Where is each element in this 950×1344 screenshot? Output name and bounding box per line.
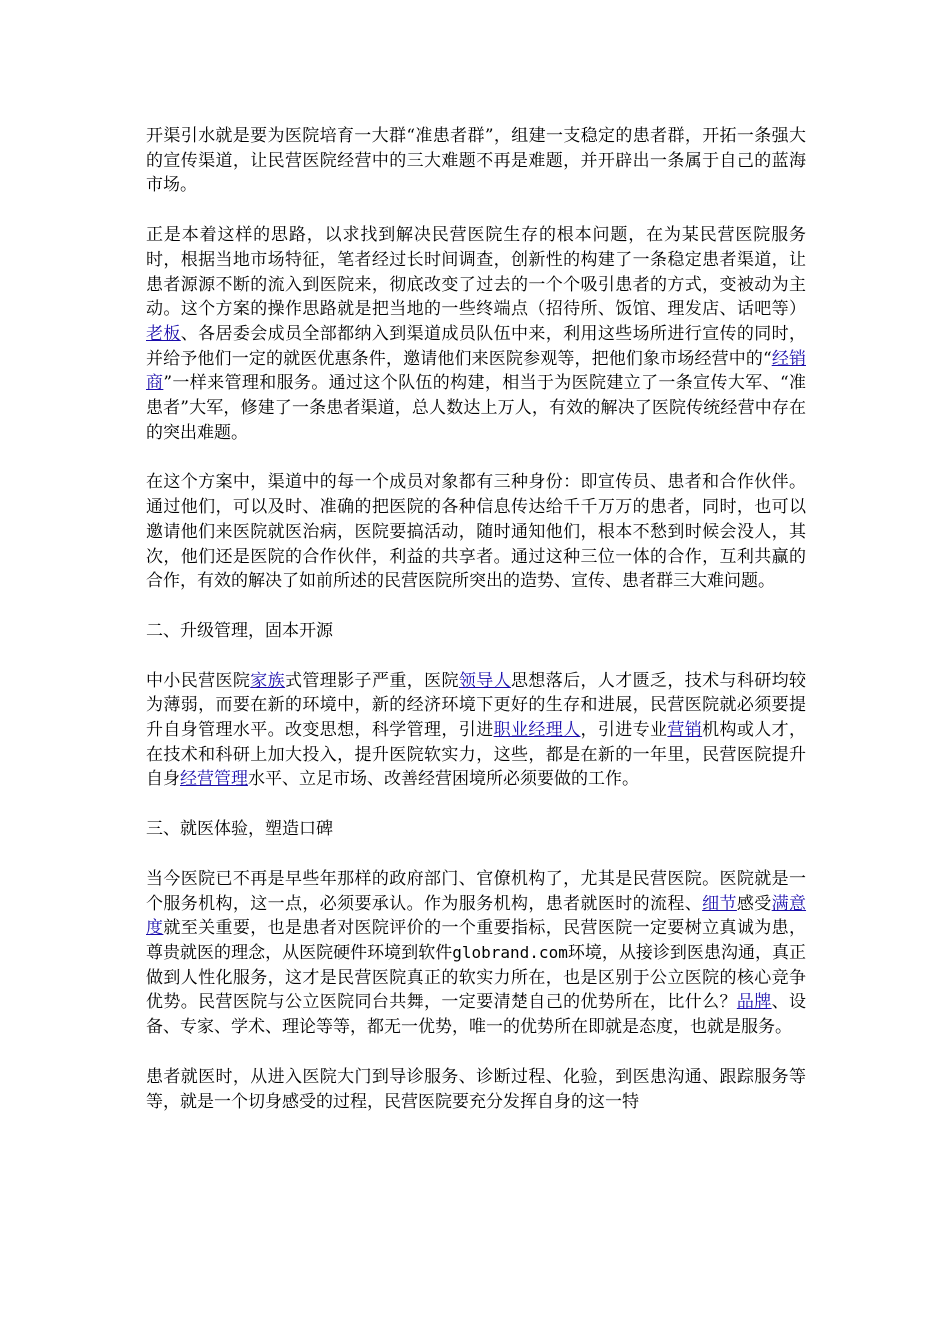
link-satisfaction[interactable]: 满意度 bbox=[146, 893, 807, 939]
paragraph-text: 中小民营医院 bbox=[146, 670, 251, 691]
paragraph-text: 、设备、专家、学术、理论等等，都无一优势，唯一的优势所在即就是态度，也就是服务。 bbox=[146, 992, 807, 1038]
paragraph-text: 思想落后，人才匮乏，技术与科研均较为薄弱，而要在新的环境中，新的经济环境下更好的生存和进展，民营医院就必须要提升自身管理水平。改变思想，科学管理，引进 bbox=[146, 670, 807, 741]
paragraph-4 bbox=[146, 669, 806, 793]
link-business-management[interactable]: 经营管理 bbox=[180, 769, 248, 790]
link-family[interactable]: 家族 bbox=[250, 670, 286, 691]
link-distributor[interactable]: 经销商 bbox=[146, 348, 806, 394]
link-detail[interactable]: 细节 bbox=[702, 893, 737, 914]
paragraph-3 bbox=[146, 470, 806, 594]
paragraph-text: 患者就医时，从进入医院大门到导诊服务、诊断过程、化验，到医患沟通、跟踪服务等等，就是一个切身感受的过程，民营医院要充分发挥自身的这一特 bbox=[146, 1066, 806, 1112]
link-leader[interactable]: 领导人 bbox=[458, 670, 511, 691]
paragraph-text: 感受 bbox=[736, 893, 772, 914]
paragraph-6 bbox=[146, 1065, 806, 1114]
paragraph-1 bbox=[146, 124, 806, 198]
paragraph-text: 水平、立足市场、改善经营困境所必须要做的工作。 bbox=[248, 769, 639, 790]
paragraph-2 bbox=[146, 223, 806, 445]
paragraph-text: 环境，从接诊到医患沟通，真正做到人性化服务，这才是民营医院真正的软实力所在，也是区别于公立医院的核心竞争优势。民营医院与公立医院同台共舞，一定要清楚自己的优势所在，比什么？ bbox=[146, 942, 807, 1013]
paragraph-text: 机构或人才，在技术和科研上加大投入，提升医院软实力，这些，都是在新的一年里，民营医院提升自身 bbox=[146, 720, 807, 790]
link-brand[interactable]: 品牌 bbox=[736, 992, 772, 1013]
section-heading-2: 二、升级管理，固本开源 bbox=[146, 620, 333, 641]
paragraph-text: 在这个方案中，渠道中的每一个成员对象都有三种身份：即宣传员、患者和合作伙伴。通过他们，可以及时、准确的把医院的各种信息传达给千千万万的患者，同时，也可以邀请他们来医院就医治病，医院要搞活动，随时通知他们，根本不愁到时候会没人，其次，他们还是医院的合作伙伴，利益的共享者。通过这种三位一体的合作，互利共赢的合作，有效的解决了如前所述的民营医院所突出的造势、宣传、患者群三大难问题。 bbox=[146, 472, 806, 592]
paragraph-text: 开渠引水就是要为医院培育一大群“准患者群”，组建一支稳定的患者群，开拓一条强大的宣传渠道，让民营医院经营中的三大难题不再是难题，并开辟出一条属于自己的蓝海市场。 bbox=[146, 126, 806, 196]
section-heading-3: 三、就医体验，塑造口碑 bbox=[146, 819, 333, 840]
paragraph-text: 就至关重要，也是患者对医院评价的一个重要指标，民营医院一定要树立真诚为患，尊贵就医的理念，从医院硬件环境到软件 bbox=[146, 918, 807, 963]
paragraph-text: 正是本着这样的思路，以求找到解决民营医院生存的根本问题，在为某民营医院服务时，根据当地市场特征，笔者经过长时间调查，创新性的构建了一条稳定患者渠道，让患者源源不断的流入到医院来，彻底改变了过去的一个个吸引患者的方式，变被动为主动。这个方案的操作思路就是把当地的一些终端点（招待所、饭馆、理发店、话吧等） bbox=[146, 225, 806, 320]
paragraph-text: ”一样来管理和服务。通过这个队伍的构建，相当于为医院建立了一条宣传大军、“准患者”大军，修建了一条患者渠道，总人数达上万人，有效的解决了医院传统经营中存在的突出难题。 bbox=[146, 373, 806, 443]
link-marketing[interactable]: 营销 bbox=[667, 720, 703, 741]
link-professional-manager[interactable]: 职业经理人 bbox=[493, 720, 581, 741]
paragraph-text: ，引进专业 bbox=[580, 720, 668, 741]
article-body bbox=[146, 124, 806, 1114]
watermark-domain-text: globrand.com bbox=[452, 942, 568, 962]
paragraph-5 bbox=[146, 867, 806, 1040]
paragraph-text: 当今医院已不再是早些年那样的政府部门、官僚机构了，尤其是民营医院。医院就是一个服务机构，这一点，必须要承认。作为服务机构，患者就医时的流程、 bbox=[146, 868, 806, 914]
link-boss[interactable]: 老板 bbox=[146, 323, 181, 344]
paragraph-text: 式管理影子严重，医院 bbox=[285, 670, 459, 691]
paragraph-text: 、各居委会成员全部都纳入到渠道成员队伍中来，利用这些场所进行宣传的同时，并给予他们一定的就医优惠条件，邀请他们来医院参观等，把他们象市场经营中的“ bbox=[146, 323, 807, 369]
